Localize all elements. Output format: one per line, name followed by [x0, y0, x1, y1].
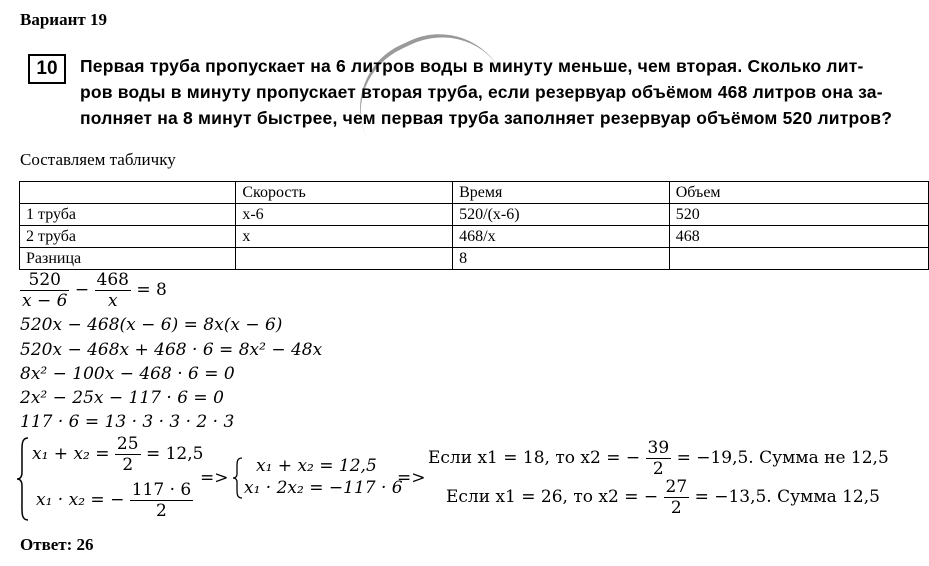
- problem-box: [22, 44, 902, 139]
- problem-line: полняет на 8 минут быстрее, чем первая труба заполняет резервуар объёмом 520 литров?: [80, 108, 893, 128]
- case-text: Если x1 = 18, то x2 = −: [428, 448, 641, 468]
- table-row: [20, 248, 929, 270]
- problem-number: 10: [28, 54, 66, 84]
- frac-denominator: x: [107, 291, 118, 311]
- table-cell: 468: [669, 226, 928, 248]
- frac-numerator: 520: [20, 270, 69, 291]
- frac-denominator: 2: [122, 455, 134, 475]
- frac-numerator: 117 · 6: [131, 480, 192, 500]
- equation-line: 117 · 6 = 13 · 3 · 3 · 2 · 3: [20, 412, 235, 432]
- table-cell: 8: [453, 248, 670, 270]
- case-text: = −13,5. Сумма 12,5: [694, 487, 880, 507]
- table-cell: Разница: [20, 248, 236, 270]
- table-cell: [20, 182, 236, 204]
- table-cell: Объем: [669, 182, 928, 204]
- system2-line2: x₁ · 2x₂ = −117 · 6: [244, 478, 403, 498]
- answer: Ответ: 26: [20, 535, 94, 554]
- case-text: = −19,5. Сумма не 12,5: [676, 448, 889, 468]
- table-row: [20, 204, 929, 226]
- case-2: [446, 477, 880, 518]
- equation-line: 520x − 468x + 468 · 6 = 8x² − 48x: [20, 340, 323, 360]
- frac-denominator: x − 6: [22, 291, 68, 311]
- table-cell: 1 труба: [20, 204, 236, 226]
- equation-fraction: $\frac{520}{x - 6}$ − $\frac{468}{x}$ = 8: [22, 270, 167, 311]
- sys-text: = 12,5: [145, 444, 204, 464]
- implies-arrow: =>: [200, 468, 229, 488]
- frac-denominator: 2: [670, 498, 682, 518]
- table-cell: 520: [669, 204, 928, 226]
- variant-title: Вариант 19: [20, 10, 107, 29]
- table-cell: Время: [453, 182, 670, 204]
- equation-line: 8x² − 100x − 468 · 6 = 0: [20, 364, 235, 384]
- equation-line: 2x² − 25x − 117 · 6 = 0: [20, 388, 224, 408]
- table-row: [20, 226, 929, 248]
- frac-numerator: 27: [665, 477, 688, 497]
- frac-denominator: 2: [156, 501, 167, 521]
- system1-line2: [36, 480, 193, 521]
- system2-line1: x₁ + x₂ = 12,5: [256, 456, 377, 476]
- sys-text: x₁ + x₂ =: [32, 444, 110, 464]
- table-cell: 468/x: [453, 226, 670, 248]
- table-cell: x: [236, 226, 453, 248]
- frac-denominator: 2: [652, 459, 664, 479]
- case-text: Если x1 = 26, то x2 = −: [446, 487, 659, 507]
- data-table: [19, 181, 929, 270]
- frac-numerator: 39: [647, 438, 670, 458]
- table-header-row: [20, 182, 929, 204]
- frac-numerator: 468: [96, 270, 129, 290]
- case-1: [428, 438, 889, 479]
- intro-text: Составляем табличку: [20, 150, 176, 169]
- system1-line1: [32, 434, 203, 475]
- table-cell: [236, 248, 453, 270]
- table-cell: x-6: [236, 204, 453, 226]
- frac-numerator: 25: [116, 434, 139, 454]
- system-brace-icon: [16, 436, 30, 522]
- table-cell: 2 труба: [20, 226, 236, 248]
- problem-line: ров воды в минуту пропускает вторая труба, если резервуар объёмом 468 литров она за-: [80, 82, 883, 102]
- implies-arrow: =>: [397, 468, 426, 488]
- problem-line: Первая труба пропускает на 6 литров воды в минуту меньше, чем вторая. Сколько лит-: [80, 56, 864, 76]
- equation-line: 520x − 468(x − 6) = 8x(x − 6): [20, 315, 283, 335]
- table-cell: 520/(x-6): [453, 204, 670, 226]
- table-cell: [669, 248, 928, 270]
- system-brace-icon: [232, 457, 244, 499]
- table-cell: Скорость: [236, 182, 453, 204]
- sys-text: x₁ · x₂ = −: [36, 490, 125, 510]
